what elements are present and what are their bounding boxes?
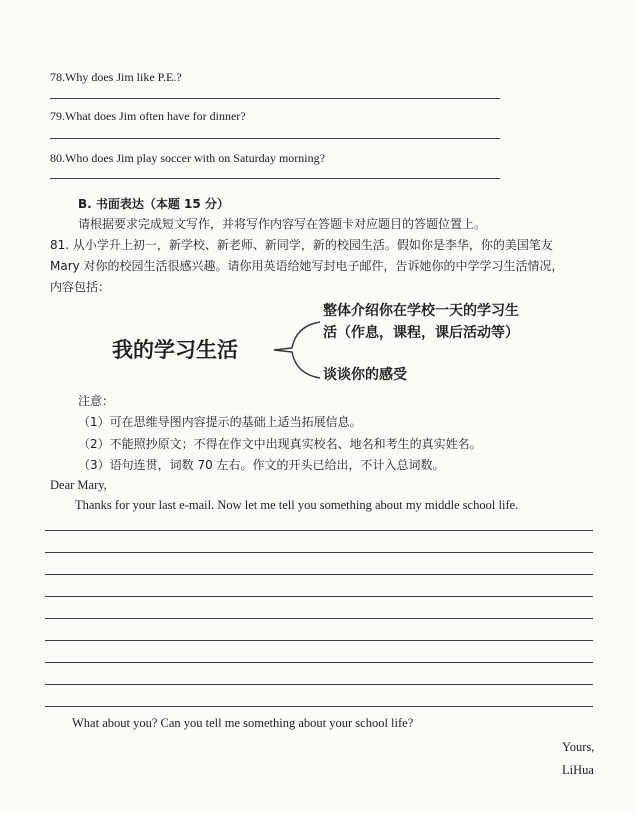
- writing-line[interactable]: [45, 640, 593, 641]
- note-item-2: （2）不能照抄原文；不得在作文中出现真实校名、地名和考生的真实姓名。: [78, 437, 482, 451]
- writing-line[interactable]: [45, 596, 593, 597]
- writing-line[interactable]: [45, 530, 593, 531]
- letter-opening: Thanks for your last e-mail. Now let me tell you something about my middle school life.: [75, 498, 519, 512]
- mindmap-branch-1-line-1: 整体介绍你在学校一天的学习生: [323, 303, 519, 319]
- note-item-3: （3）语句连贯，词数 70 左右。作文的开头已给出，不计入总词数。: [78, 458, 445, 472]
- letter-greeting: Dear Mary,: [50, 478, 107, 492]
- letter-signoff: Yours,: [562, 740, 595, 754]
- answer-line-79[interactable]: [50, 138, 500, 139]
- mindmap-branch-2: 谈谈你的感受: [323, 367, 407, 383]
- task-line-1: 81. 从小学升上初一，新学校、新老师、新同学，新的校园生活。假如你是李华，你的美国笔友: [50, 238, 553, 252]
- question-80: 80.Who does Jim play soccer with on Saturday morning?: [50, 151, 325, 165]
- writing-line[interactable]: [45, 552, 593, 553]
- section-b-instruction: 请根据要求完成短文写作，并将写作内容写在答题卡对应题目的答题位置上。: [78, 217, 487, 231]
- writing-line[interactable]: [45, 574, 593, 575]
- note-item-1: （1）可在思维导图内容提示的基础上适当拓展信息。: [78, 415, 362, 429]
- letter-name: LiHua: [562, 763, 594, 777]
- mindmap-branch-1-line-2: 活（作息，课程，课后活动等）: [323, 325, 519, 341]
- task-line-3: 内容包括：: [50, 280, 111, 294]
- question-78: 78.Why does Jim like P.E.?: [50, 70, 182, 84]
- writing-line[interactable]: [45, 684, 593, 685]
- writing-line[interactable]: [45, 706, 593, 707]
- task-line-2: Mary 对你的校园生活很感兴趣。请你用英语给她写封电子邮件，告诉她你的中学学习生活情况，: [50, 259, 564, 273]
- notes-title: 注意：: [78, 394, 115, 408]
- writing-line[interactable]: [45, 662, 593, 663]
- writing-line[interactable]: [45, 618, 593, 619]
- section-b-title: B. 书面表达（本题 15 分）: [78, 197, 229, 211]
- mindmap-branch-1: [323, 300, 519, 344]
- question-79: 79.What does Jim often have for dinner?: [50, 109, 246, 123]
- mindmap-brace: [270, 318, 326, 382]
- mindmap-center: 我的学习生活: [112, 338, 238, 362]
- answer-line-78[interactable]: [50, 98, 500, 99]
- answer-line-80[interactable]: [50, 178, 500, 179]
- letter-closing-question: What about you? Can you tell me something about your school life?: [72, 716, 414, 730]
